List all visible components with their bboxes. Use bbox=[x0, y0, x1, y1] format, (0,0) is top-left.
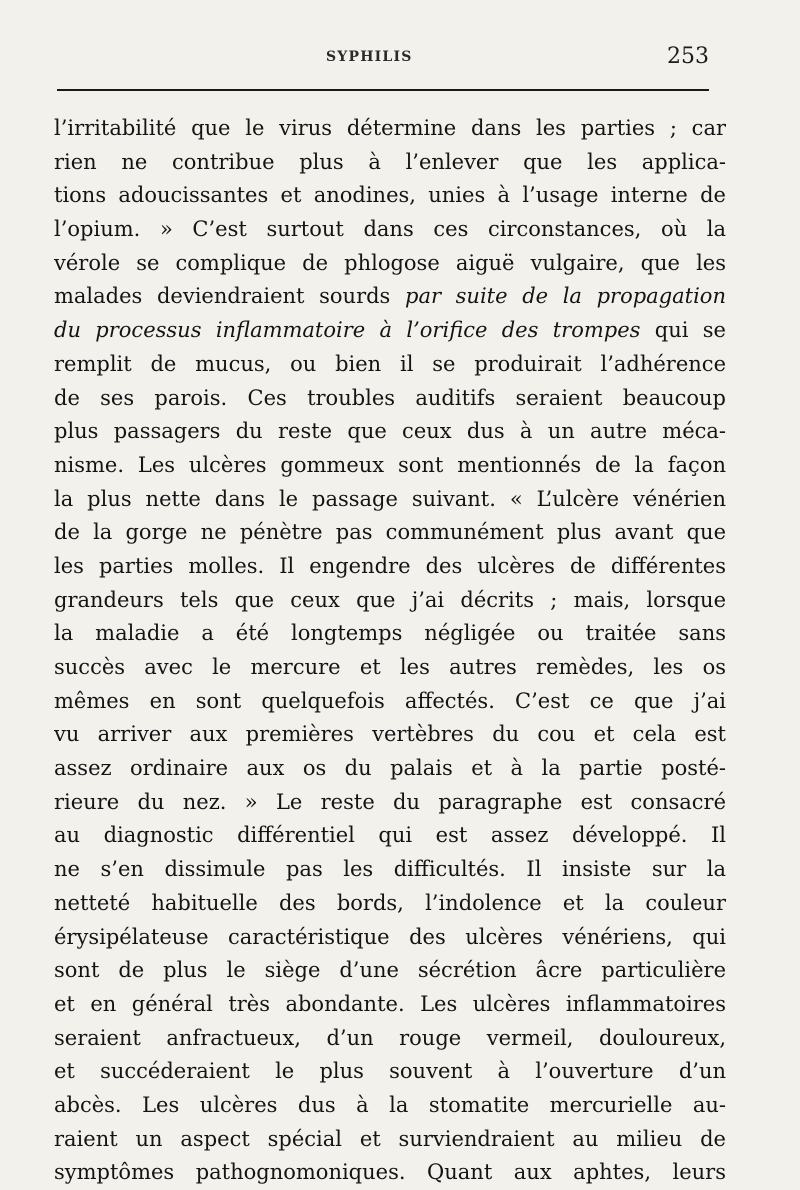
text-line: rieure du nez. » Le reste du paragraphe est consacré bbox=[54, 789, 726, 814]
header-rule bbox=[57, 89, 709, 91]
text-line: seraient anfractueux, d’un rouge vermeil, douloureux, bbox=[54, 1025, 726, 1050]
running-title: SYPHILIS bbox=[326, 49, 413, 65]
text-span: qui se bbox=[654, 318, 726, 343]
text-line: netteté habituelle des bords, l’indolence et la couleur bbox=[54, 890, 726, 915]
text-line: au diagnostic différentiel qui est assez développé. Il bbox=[54, 823, 726, 848]
text-line-mixed bbox=[54, 280, 726, 314]
running-head bbox=[0, 44, 800, 74]
text-line-mixed bbox=[54, 314, 726, 348]
body-text bbox=[54, 112, 726, 1190]
text-line: mêmes en sont quelquefois affectés. C’est ce que j’ai bbox=[54, 688, 726, 713]
text-line: tions adoucissantes et anodines, unies à l’usage interne de bbox=[54, 183, 726, 208]
text-line: succès avec le mercure et les autres remèdes, les os bbox=[54, 655, 726, 679]
text-line: sont de plus le siège d’une sécrétion âcre particulière bbox=[54, 958, 726, 983]
text-line: et succéderaient le plus souvent à l’ouverture d’un bbox=[54, 1059, 726, 1084]
text-line: raient un aspect spécial et surviendraient au milieu de bbox=[54, 1126, 726, 1151]
italic-span: du processus inflammatoire à l’orifice des trompes bbox=[54, 318, 641, 343]
text-span: malades deviendraient sourds bbox=[54, 284, 391, 309]
text-line: symptômes pathognomoniques. Quant aux aphtes, leurs bbox=[54, 1160, 726, 1185]
text-line: la plus nette dans le passage suivant. « L’ulcère vénérien bbox=[54, 486, 726, 511]
text-line: de la gorge ne pénètre pas communément plus avant que bbox=[54, 520, 726, 545]
text-line: vu arriver aux premières vertèbres du cou et cela est bbox=[54, 722, 726, 747]
text-line: abcès. Les ulcères dus à la stomatite mercurielle au- bbox=[54, 1092, 726, 1117]
text-line: et en général très abondante. Les ulcères inflammatoires bbox=[54, 991, 726, 1016]
page-number: 253 bbox=[667, 44, 709, 69]
text-line: remplit de mucus, ou bien il se produirait l’adhérence bbox=[54, 351, 726, 376]
text-line: les parties molles. Il engendre des ulcères de différentes bbox=[54, 553, 726, 578]
text-line: érysipélateuse caractéristique des ulcères vénériens, qui bbox=[54, 924, 726, 949]
text-line: de ses parois. Ces troubles auditifs seraient beaucoup bbox=[54, 385, 726, 410]
text-line: grandeurs tels que ceux que j’ai décrits ; mais, lorsque bbox=[54, 587, 726, 612]
text-line: la maladie a été longtemps négligée ou traitée sans bbox=[54, 621, 726, 646]
text-line: vérole se complique de phlogose aiguë vulgaire, que les bbox=[54, 250, 726, 275]
text-line: assez ordinaire aux os du palais et à la partie posté- bbox=[54, 756, 726, 781]
italic-span: par suite de la propagation bbox=[405, 284, 726, 309]
text-line: plus passagers du reste que ceux dus à un autre méca- bbox=[54, 419, 726, 444]
text-line: l’opium. » C’est surtout dans ces circonstances, où la bbox=[54, 217, 726, 242]
text-line: l’irritabilité que le virus détermine dans les parties ; car bbox=[54, 116, 726, 140]
text-line: ne s’en dissimule pas les difficultés. Il insiste sur la bbox=[54, 857, 726, 882]
text-line: nisme. Les ulcères gommeux sont mentionnés de la façon bbox=[54, 452, 726, 477]
text-line: rien ne contribue plus à l’enlever que les applica- bbox=[54, 149, 726, 174]
